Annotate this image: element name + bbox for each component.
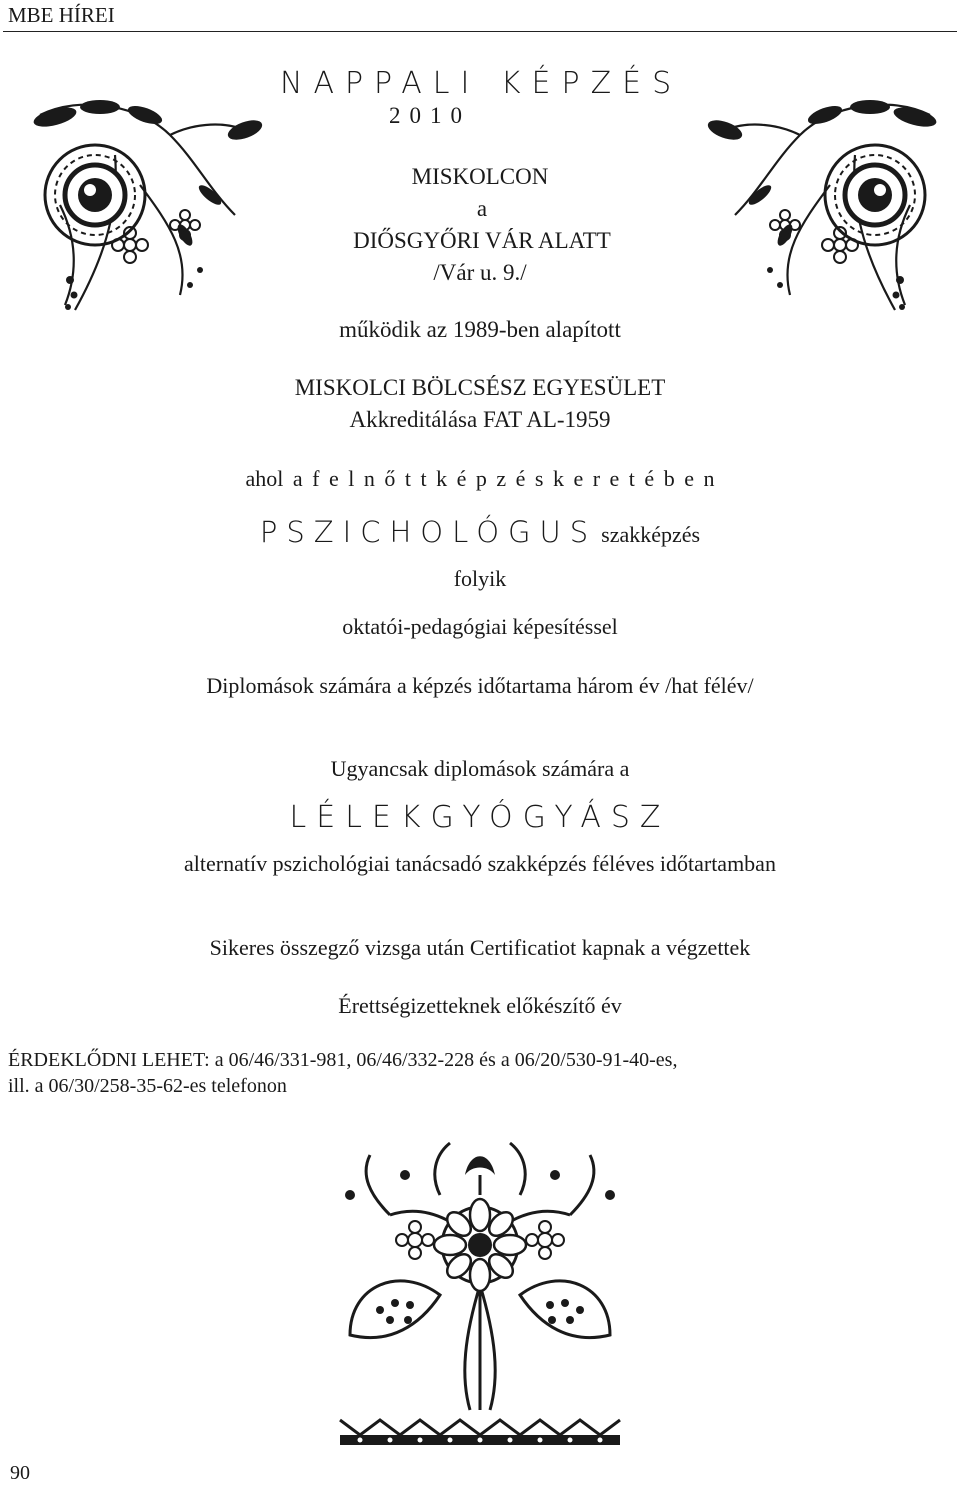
contact-line-1: ÉRDEKLŐDNI LEHET: a 06/46/331-981, 06/46/332-228 és a 06/20/530-91-40-es,	[8, 1049, 678, 1071]
preparatory-year-text: Érettségizetteknek előkészítő év	[338, 993, 622, 1018]
alternative-counseling-text: alternatív pszichológiai tanácsadó szakképzés féléves időtartamban	[184, 851, 776, 876]
section-title: MBE HÍREI	[8, 3, 115, 27]
page-header	[0, 0, 960, 34]
location-connector: a	[476, 196, 488, 221]
header-divider	[3, 31, 957, 32]
adult-education-text: ahol a f e l n ő t t k é p z é s k e r e t é b e n	[245, 466, 715, 491]
certificate-text: Sikeres összegző vizsga után Certificatiot kapnak a végzettek	[209, 935, 751, 960]
association-name: MISKOLCI BÖLCSÉSZ EGYESÜLET	[294, 375, 666, 400]
vocational-training-label: szakképzés	[601, 522, 701, 547]
left-folk-flower-ornament-icon	[20, 95, 270, 320]
location-address: /Vár u. 9./	[433, 260, 527, 285]
teacher-qualification-text: oktatói-pedagógiai képesítéssel	[342, 614, 618, 639]
soul-healer-title: LÉLEKGYÓGYÁSZ	[289, 800, 671, 835]
headline-nappali-kepzes: NAPPALI KÉPZÉS	[280, 66, 683, 101]
psychologist-course-line	[0, 515, 960, 549]
contact-info	[8, 1047, 948, 1099]
duration-text: Diplomások számára a képzés időtartama három év /hat félév/	[206, 673, 754, 698]
page-number: 90	[10, 1462, 30, 1484]
folk-tree-ornament-icon	[320, 1135, 640, 1455]
ongoing-text: folyik	[453, 566, 507, 591]
right-folk-flower-ornament-icon	[700, 95, 950, 320]
founded-text: működik az 1989-ben alapított	[339, 317, 621, 342]
headline-year: 2010	[389, 103, 471, 128]
accreditation-text: Akkreditálása FAT AL-1959	[349, 407, 611, 432]
also-for-graduates-text: Ugyancsak diplomások számára a	[330, 756, 630, 781]
location-city: MISKOLCON	[411, 164, 549, 189]
location-place: DIŐSGYŐRI VÁR ALATT	[353, 228, 611, 253]
contact-line-2: ill. a 06/30/258-35-62-es telefonon	[8, 1075, 287, 1097]
psychologist-title: PSZICHOLÓGUS	[259, 515, 598, 549]
